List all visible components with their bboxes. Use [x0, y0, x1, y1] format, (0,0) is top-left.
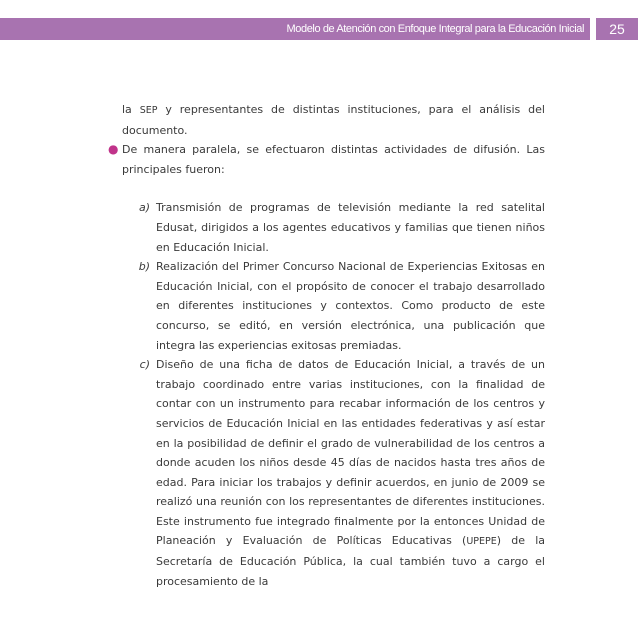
list-item-text: Transmisión de programas de televisión mediante la red satelital Edusat, dirigidos a los agentes educativos y familias que tienen niños en Educación Inicial.: [156, 201, 545, 254]
bullet-paragraph: [108, 140, 545, 179]
list-item-text-before: Diseño de una ficha de datos de Educación Inicial, a través de un trabajo coordinado entre varias instituciones, con la finalidad de contar con un instrumento para recabar información de los centros y servicios de Educación Inicial en las entidades federativas y así estar en la posibilidad de definir el grado de vulnerabilidad de los centros a donde acuden los niños desde 45 días de nacidos hasta tres años de edad. Para iniciar los trabajos y definir acuerdos, en junio de 2009 se realizó una reunión con los representantes de diferentes instituciones. Este instrumento fue integrado finalmente por la entonces Unidad de Planeación y Evaluación de Políticas Educativas (: [156, 358, 545, 548]
page-number: 25: [596, 18, 638, 40]
list-item-text-after: ) de la Secretaría de Educación Pública, la cual también tuvo a cargo el procesamiento de la: [156, 534, 545, 588]
bullet-text: De manera paralela, se efectuaron distintas actividades de difusión. Las principales fueron:: [122, 143, 545, 176]
continuation-prefix: la: [122, 103, 140, 116]
list-item-marker: c): [139, 358, 150, 372]
running-header-title: Modelo de Atención con Enfoque Integral para la Educación Inicial: [286, 23, 584, 35]
continuation-paragraph: [122, 100, 545, 140]
page-body: [108, 100, 545, 591]
list-item: [122, 257, 545, 355]
abbr-sep: SEP: [139, 105, 158, 116]
list-item-marker: b): [138, 260, 150, 274]
activities-list: [122, 198, 545, 591]
abbr-upepe: UPEPE: [466, 536, 497, 548]
list-item: [122, 198, 545, 257]
bullet-dot-icon: ●: [108, 142, 119, 157]
list-item-marker: a): [138, 201, 150, 215]
continuation-rest: y representantes de distintas instituciones, para el análisis del documento.: [122, 103, 545, 137]
list-item: [122, 355, 545, 591]
list-item-text: Realización del Primer Concurso Nacional de Experiencias Exitosas en Educación Inicial, con el propósito de conocer el trabajo desarrollado en diferentes instituciones y contextos. Como producto de este concurso, se editó, en versión electrónica, una publicación que integra las experiencias exitosas premiadas.: [156, 260, 545, 352]
